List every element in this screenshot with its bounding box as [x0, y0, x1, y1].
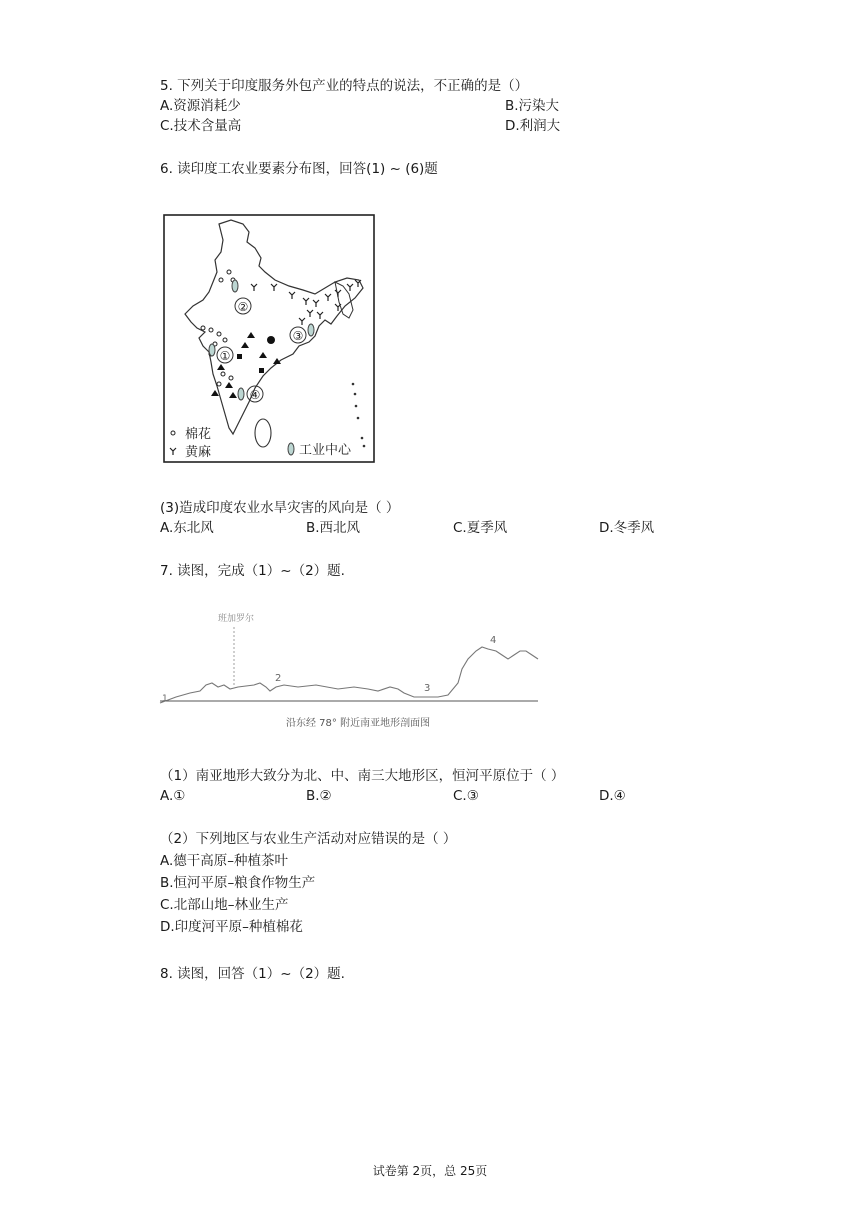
q7-sub2-option-a: A.德干高原–种植茶叶 — [160, 853, 289, 869]
legend-jute-label: 黄麻 — [185, 445, 212, 460]
q6-sub3-option-c: C.夏季风 — [453, 520, 508, 536]
q6-sub3-option-a: A.东北风 — [160, 520, 214, 536]
q5-option-c: C.技术含量高 — [160, 118, 242, 134]
q5-option-d: D.利润大 — [505, 118, 561, 134]
q6-sub3-option-b: B.西北风 — [306, 520, 361, 536]
q7-sub2-option-c: C.北部山地–林业生产 — [160, 897, 289, 913]
q5-option-a: A.资源消耗少 — [160, 98, 241, 114]
page-footer: 试卷第 2页，总 25页 — [372, 1164, 488, 1178]
profile-marker-3: 3 — [424, 683, 431, 694]
q6-stem: 6. 读印度工农业要素分布图，回答(1) ~ (6)题 — [160, 161, 438, 177]
profile-marker-1: 1 — [162, 694, 168, 704]
q6-sub3-stem: (3)造成印度农业水旱灾害的风向是（ ） — [160, 500, 400, 516]
marker-3: ③ — [292, 329, 304, 343]
q7-sub1-option-c: C.③ — [453, 788, 479, 804]
q6-sub3-option-d: D.冬季风 — [599, 520, 655, 536]
profile-marker-2: 2 — [275, 673, 282, 684]
terrain-profile-line — [160, 647, 538, 703]
terrain-profile-figure — [158, 605, 542, 740]
marker-1: ① — [219, 349, 231, 363]
q7-sub2-stem: （2）下列地区与农业生产活动对应错误的是（ ） — [160, 831, 457, 847]
marker-2: ② — [237, 300, 249, 314]
marker-4: ④ — [249, 388, 261, 402]
q7-sub2-option-b: B.恒河平原–粮食作物生产 — [160, 875, 316, 891]
profile-caption: 沿东经 78° 附近南亚地形剖面图 — [286, 718, 431, 729]
legend-cotton-label: 棉花 — [185, 427, 212, 442]
q7-sub1-option-a: A.① — [160, 788, 186, 804]
legend-industry-icon — [288, 443, 294, 455]
q7-sub1-option-b: B.② — [306, 788, 332, 804]
q5-stem: 5. 下列关于印度服务外包产业的特点的说法，不正确的是（） — [160, 78, 529, 94]
q7-sub2-option-d: D.印度河平原–种植棉花 — [160, 919, 303, 935]
profile-marker-4: 4 — [490, 635, 497, 646]
q7-stem: 7. 读图，完成（1）~（2）题. — [160, 563, 345, 579]
legend-industry-label: 工业中心 — [299, 443, 352, 458]
q7-sub1-stem: （1）南亚地形大致分为北、中、南三大地形区，恒河平原位于（ ） — [160, 768, 565, 784]
q8-stem: 8. 读图，回答（1）~（2）题. — [160, 966, 345, 982]
city-label-bangalore: 班加罗尔 — [218, 614, 255, 624]
q7-sub1-option-d: D.④ — [599, 788, 626, 804]
q5-option-b: B.污染大 — [505, 98, 560, 114]
india-map-figure — [163, 214, 375, 464]
